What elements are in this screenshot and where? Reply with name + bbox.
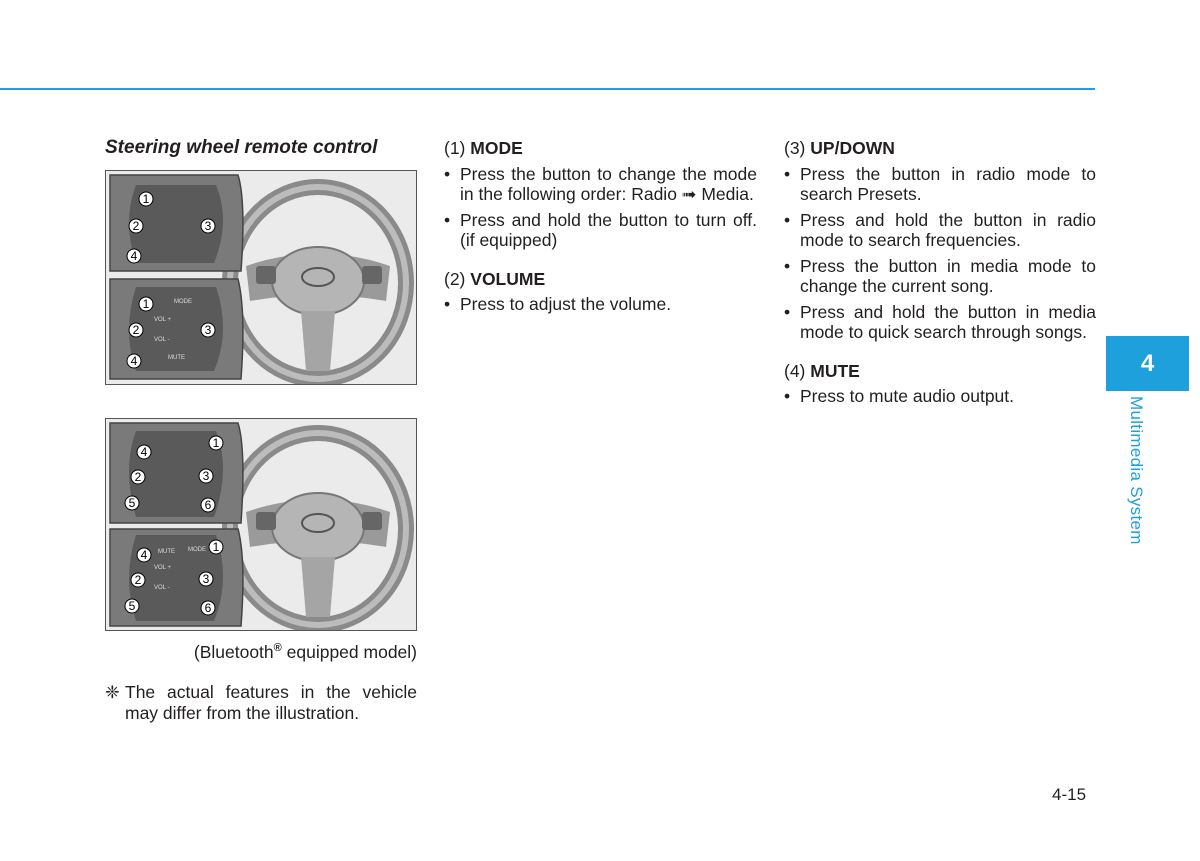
updown-title: UP/DOWN bbox=[810, 138, 895, 158]
volume-number: (2) bbox=[444, 268, 466, 289]
column-right bbox=[784, 138, 1096, 425]
registered-mark: ® bbox=[273, 642, 282, 655]
bt-callout-6b: 6 bbox=[204, 601, 212, 615]
volume-bullets bbox=[444, 294, 757, 315]
caption-suffix: equipped model) bbox=[281, 642, 417, 662]
list-item: • Press the button in media mode to change the current song. bbox=[784, 256, 1096, 297]
volume-heading bbox=[444, 269, 757, 290]
steering-wheel-figure-basic bbox=[105, 170, 417, 385]
mode-heading bbox=[444, 138, 757, 159]
bt-callout-1b: 1 bbox=[212, 540, 220, 554]
list-item: • Press and hold the button in media mode to quick search through songs. bbox=[784, 302, 1096, 343]
bt-callout-6: 6 bbox=[204, 498, 212, 512]
mode-number: (1) bbox=[444, 138, 466, 158]
bt-callout-5b: 5 bbox=[128, 599, 136, 613]
callout-2b: 2 bbox=[132, 323, 140, 337]
bt-callout-4: 4 bbox=[140, 445, 148, 459]
chapter-tab: 4 bbox=[1106, 336, 1189, 391]
list-item: • Press and hold the button in radio mode to search frequencies. bbox=[784, 210, 1096, 251]
list-item: • Press and hold the button to turn off. (if equipped) bbox=[444, 210, 757, 251]
illustration-note bbox=[105, 682, 417, 724]
steering-wheel-illustration bbox=[106, 171, 416, 384]
callout-4: 4 bbox=[130, 249, 138, 263]
mute-heading bbox=[784, 361, 1096, 382]
bt-callout-3: 3 bbox=[202, 469, 210, 483]
updown-heading bbox=[784, 138, 1096, 159]
page-number: 4-15 bbox=[1052, 785, 1087, 804]
column-middle bbox=[444, 138, 757, 333]
volume-title: VOLUME bbox=[470, 268, 546, 289]
mute-number: (4) bbox=[784, 360, 806, 381]
callout-1b: 1 bbox=[142, 297, 150, 311]
bt-callout-2: 2 bbox=[134, 470, 142, 484]
callout-2: 2 bbox=[132, 219, 140, 233]
note-mark: ❈ bbox=[105, 682, 120, 702]
figure-caption bbox=[105, 642, 417, 663]
section-title: Steering wheel remote control bbox=[105, 137, 378, 158]
vol-minus-label: VOL - bbox=[154, 337, 170, 343]
updown-number: (3) bbox=[784, 138, 806, 158]
caption-prefix: (Bluetooth bbox=[193, 642, 274, 662]
bt-callout-4b: 4 bbox=[140, 548, 148, 562]
vol-plus-label: VOL + bbox=[154, 317, 171, 323]
list-item: • Press the button in radio mode to search Presets. bbox=[784, 164, 1096, 205]
mode-button-label: MODE bbox=[174, 299, 192, 305]
bt-callout-1: 1 bbox=[212, 436, 220, 450]
bt-mute-label: MUTE bbox=[158, 549, 175, 555]
steering-wheel-figure-bluetooth bbox=[105, 418, 417, 631]
callout-3: 3 bbox=[204, 219, 212, 233]
callout-1: 1 bbox=[142, 192, 150, 206]
callout-3b: 3 bbox=[204, 323, 212, 337]
mute-button-label: MUTE bbox=[168, 355, 185, 361]
bt-mode-label: MODE bbox=[188, 547, 206, 553]
mode-title: MODE bbox=[470, 138, 523, 158]
note-text: The actual features in the vehicle may differ from the illustration. bbox=[125, 682, 417, 723]
bt-callout-2b: 2 bbox=[134, 573, 142, 587]
mute-bullets bbox=[784, 386, 1096, 407]
list-item: • Press the button to change the mode in the following order: Radio ➟ Media. bbox=[444, 164, 757, 205]
bt-callout-3b: 3 bbox=[202, 572, 210, 586]
bt-callout-5: 5 bbox=[128, 496, 136, 510]
bt-vol-minus-label: VOL - bbox=[154, 585, 170, 591]
column-left bbox=[105, 138, 417, 159]
header-rule bbox=[0, 88, 1095, 90]
mode-bullets bbox=[444, 164, 757, 251]
mute-title: MUTE bbox=[810, 360, 860, 381]
chapter-name: Multimedia System bbox=[1127, 396, 1146, 545]
updown-bullets bbox=[784, 164, 1096, 343]
bt-vol-plus-label: VOL + bbox=[154, 565, 171, 571]
list-item: • Press to adjust the volume. bbox=[444, 294, 757, 315]
callout-4b: 4 bbox=[130, 354, 138, 368]
list-item: • Press to mute audio output. bbox=[784, 386, 1096, 407]
steering-wheel-illustration-bluetooth bbox=[106, 419, 416, 630]
